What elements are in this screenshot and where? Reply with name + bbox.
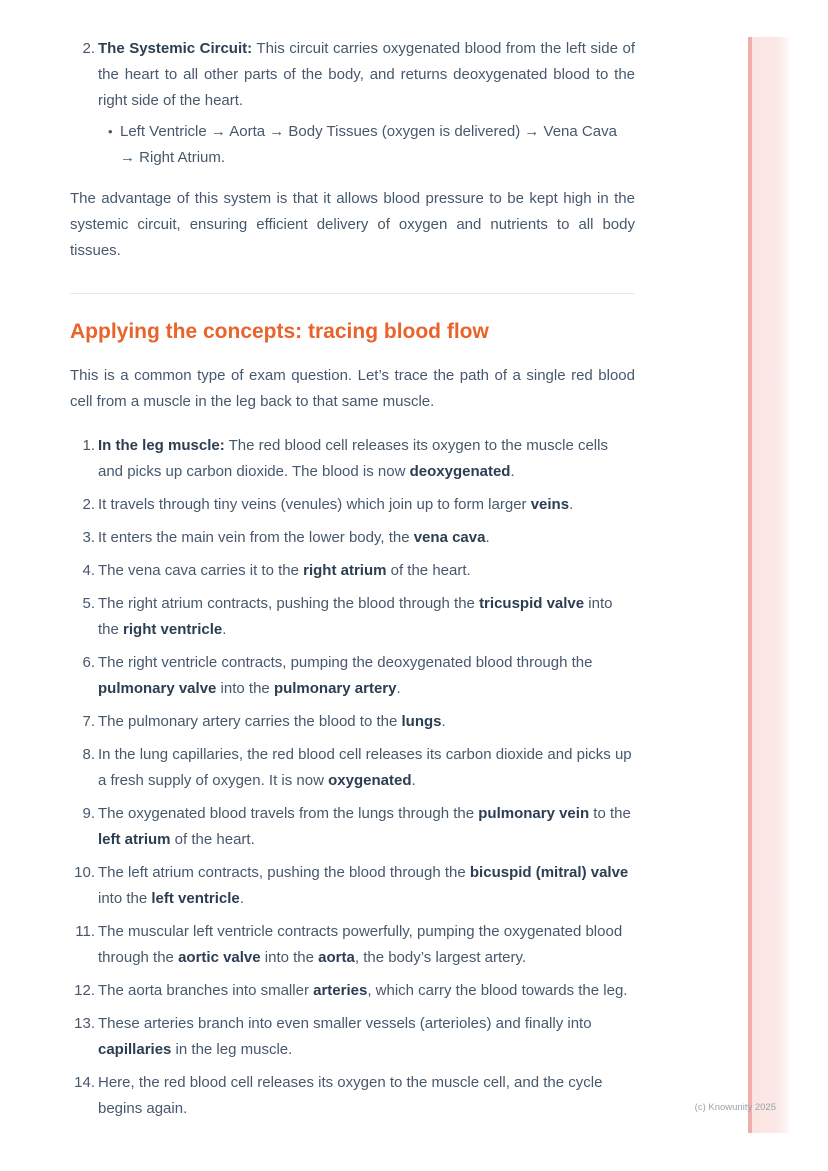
list-item [70,709,635,735]
list-item [70,492,635,518]
list-item-text: The oxygenated blood travels from the lungs through the pulmonary vein to the left atrium of the heart. [98,805,631,848]
list-item-number: 1. [82,437,95,454]
list-item [70,1070,635,1122]
list-item [70,919,635,971]
list-item-number: 8. [82,746,95,763]
list-item-number: 11. [75,923,95,940]
list-item [70,591,635,643]
list-item-number: 2. [82,40,95,57]
list-item-number: 4. [82,562,95,579]
section-intro-paragraph: This is a common type of exam question. Let’s trace the path of a single red blood cell from a muscle in the leg back to that same muscle. [70,367,635,410]
list-item-number: 12. [74,982,95,999]
list-item-text: In the leg muscle: The red blood cell releases its oxygen to the muscle cells and picks up carbon dioxide. The blood is now deoxygenated. [98,437,608,480]
advantage-paragraph: The advantage of this system is that it allows blood pressure to be kept high in the systemic circuit, ensuring efficient delivery of oxygen and nutrients to all body tissues. [70,190,635,259]
list-item [70,525,635,551]
bullet-item-circuit-path [70,119,635,171]
list-item-number: 13. [74,1015,95,1032]
list-item-number: 5. [82,595,95,612]
list-item-text: Here, the red blood cell releases its oxygen to the muscle cell, and the cycle begins again. [98,1074,603,1117]
list-item-text: The Systemic Circuit: This circuit carries oxygenated blood from the left side of the heart to all other parts of the body, and returns deoxygenated blood to the right side of the heart. [98,40,635,109]
list-item-text: The aorta branches into smaller arteries, which carry the blood towards the leg. [98,982,628,999]
list-item-text: The right ventricle contracts, pumping the deoxygenated blood through the pulmonary valve into the pulmonary artery. [98,654,593,697]
page-edge-stripe [748,37,790,1133]
list-item [70,978,635,1004]
list-item [70,742,635,794]
list-item-number: 2. [82,496,95,513]
list-item-text: These arteries branch into even smaller vessels (arterioles) and finally into capillaries in the leg muscle. [98,1015,592,1058]
section-heading: Applying the concepts: tracing blood flow [70,320,489,343]
list-item [70,650,635,702]
list-item-number: 14. [74,1074,95,1091]
list-item [70,1011,635,1063]
list-item [70,801,635,853]
list-item-number: 3. [82,529,95,546]
trace-steps-list [70,433,635,1122]
section-divider [70,293,635,294]
bullet-icon: • [108,124,113,139]
list-item [70,860,635,912]
list-item-number: 7. [82,713,95,730]
list-item-number: 10. [74,864,95,881]
list-item-text: It enters the main vein from the lower body, the vena cava. [98,529,490,546]
list-item-text: In the lung capillaries, the red blood cell releases its carbon dioxide and picks up a fresh supply of oxygen. It is now oxygenated. [98,746,632,789]
list-item-systemic-circuit [70,36,635,114]
list-item-text: The pulmonary artery carries the blood to the lungs. [98,713,446,730]
list-item-text: The left atrium contracts, pushing the blood through the bicuspid (mitral) valve into the left ventricle. [98,864,629,907]
list-item-text: The right atrium contracts, pushing the blood through the tricuspid valve into the right ventricle. [98,595,613,638]
list-item-number: 6. [82,654,95,671]
page-content [70,36,635,1122]
list-item [70,558,635,584]
copyright-watermark: (c) Knowunity 2025 [694,1102,776,1113]
list-item-number: 9. [82,805,95,822]
list-item [70,433,635,485]
bullet-item-text: Left Ventricle → Aorta → Body Tissues (oxygen is delivered) → Vena Cava → Right Atrium. [120,123,617,166]
list-item-text: The muscular left ventricle contracts powerfully, pumping the oxygenated blood through the aortic valve into the aorta, the body’s largest artery. [98,923,623,966]
list-item-text: The vena cava carries it to the right atrium of the heart. [98,562,471,579]
list-item-text: It travels through tiny veins (venules) which join up to form larger veins. [98,496,574,513]
